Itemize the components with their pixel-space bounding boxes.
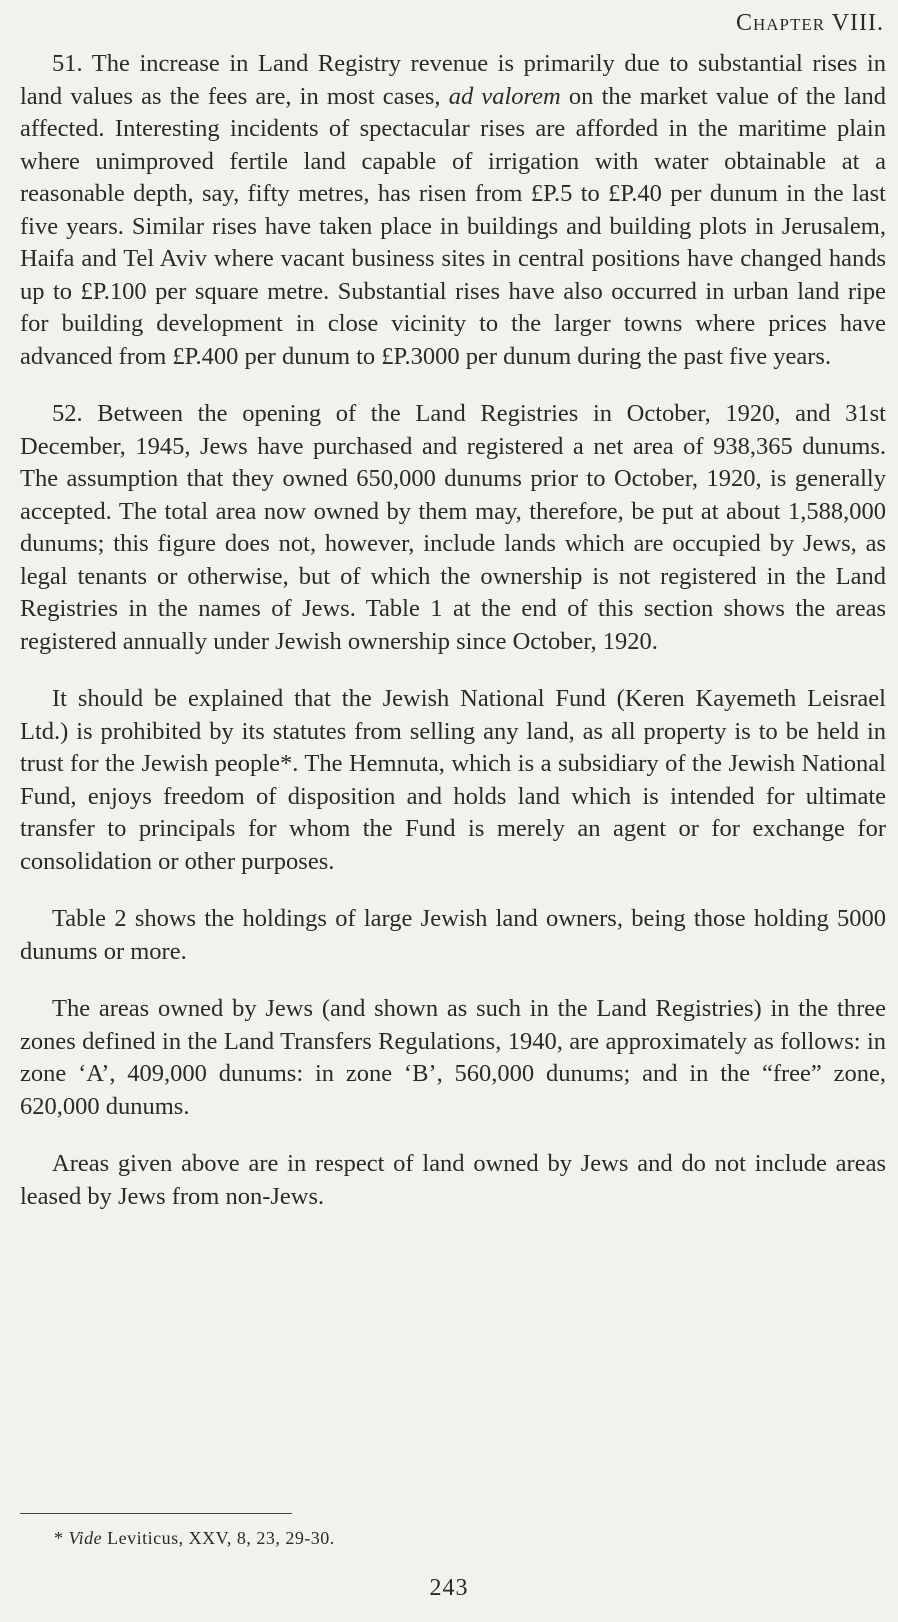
footnote: [54, 1528, 335, 1549]
paragraph-zones: The areas owned by Jews (and shown as such in the Land Registries) in the three zones defined in the Land Transfers Regulations, 1940, are approximately as follows: in zone ‘A’, 409,000 dunums: in zone ‘B’, 560,000 dunums; and in the “free” zone, 620,000 dunums.: [20, 995, 886, 1120]
paragraph-51: [20, 48, 886, 373]
footnote-italic: Vide: [68, 1528, 103, 1548]
chapter-heading: Chapter VIII.: [736, 10, 884, 36]
page-number: 243: [429, 1575, 469, 1601]
paragraph-52: 52. Between the opening of the Land Registries in October, 1920, and 31st December, 1945, Jews have purchased and registered a net area of 938,365 dunums. The assumption that they owned 650,000 dunums prior to October, 1920, is generally accepted. The total area now owned by them may, therefore, be put at about 1,588,000 dunums; this figure does not, however, include lands which are occupied by Jews, as legal tenants or otherwise, but of which the ownership is not registered in the Land Registries in the names of Jews. Table 1 at the end of this section shows the areas registered annually under Jewish ownership since October, 1920.: [20, 400, 886, 655]
paragraph-table-2: Table 2 shows the holdings of large Jewish land owners, being those holding 5000 dunums or more.: [20, 905, 886, 965]
paragraph-51-text-a: The increase in Land Registry revenue is primarily due to substantial rises in land values as the fees are, in most cases,: [20, 50, 886, 110]
footnote-divider: [20, 1513, 292, 1514]
paragraph-jewish-national-fund: It should be explained that the Jewish National Fund (Keren Kayemeth Leisrael Ltd.) is prohibited by its statutes from selling any land, as all property is to be held in trust for the Jewish people*. The Hemnuta, which is a subsidiary of the Jewish National Fund, enjoys freedom of disposition and holds land which is intended for ultimate transfer to principals for whom the Fund is merely an agent or for exchange for consolidation or other purposes.: [20, 685, 886, 875]
footnote-marker: *: [54, 1528, 69, 1548]
footnote-text: Leviticus, XXV, 8, 23, 29-30.: [102, 1528, 335, 1548]
paragraph-51-italic: ad valorem: [448, 82, 561, 110]
body-text: [20, 48, 886, 1238]
paragraph-areas: Areas given above are in respect of land owned by Jews and do not include areas leased by Jews from non-Jews.: [20, 1150, 886, 1210]
paragraph-51-text-b: on the market value of the land affected. Interesting incidents of spectacular rises are afforded in the maritime plain where unimproved fertile land capable of irrigation with water obtainable at a reasonable depth, say, fifty metres, has risen from £P.5 to £P.40 per dunum in the last five years. Similar rises have taken place in buildings and building plots in Jerusalem, Haifa and Tel Aviv where vacant business sites in central positions have changed hands up to £P.100 per square metre. Substantial rises have also occurred in urban land ripe for building development in close vicinity to the larger towns where prices have advanced from £P.400 per dunum to £P.3000 per dunum during the past five years.: [20, 82, 887, 370]
paragraph-51-number: 51.: [52, 50, 83, 77]
